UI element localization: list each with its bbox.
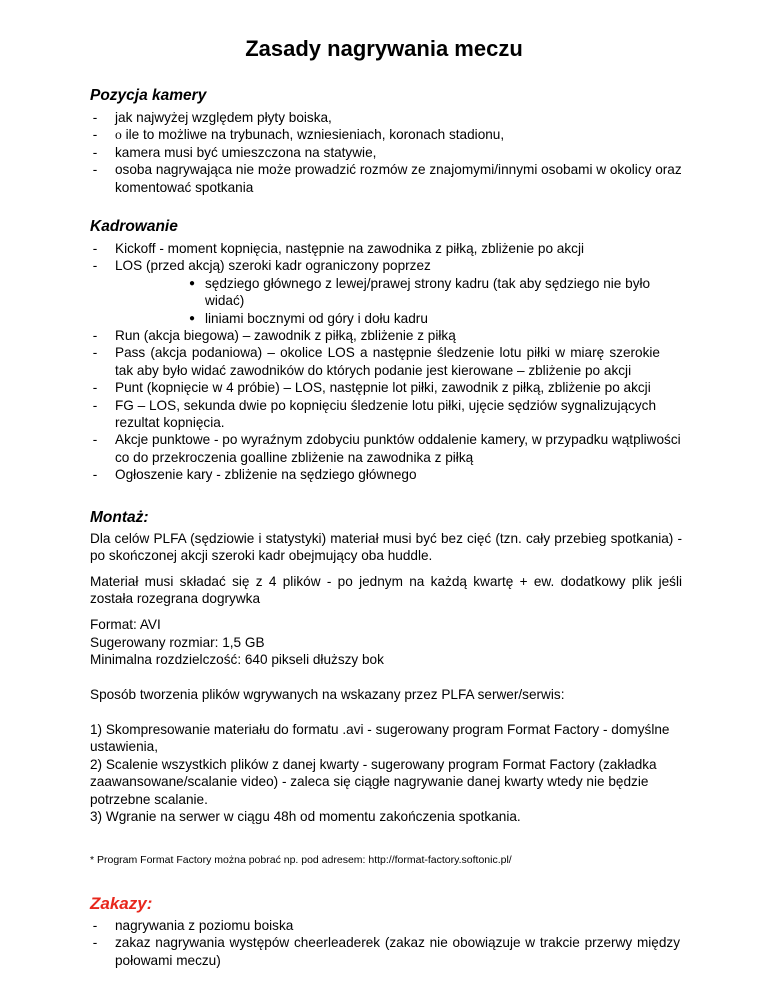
list-item: - Akcje punktowe - po wyraźnym zdobyciu punktów oddalenie kamery, w przypadku wątpliwości co do przekroczenia goalline zbliżenie na zawodnika z piłką (92, 432, 681, 465)
list-item: - FG – LOS, sekunda dwie po kopnięciu śledzenie lotu piłki, ujęcie sędziów sygnalizujących rezultat kopnięcia. (92, 397, 657, 431)
sub-list-item: ● sędziego głównego z lewej/prawej strony kadru (tak aby sędziego nie było widać) (189, 275, 651, 309)
step-3: 3) Wgranie na serwer w ciągu 48h od momentu zakończenia spotkania. (90, 809, 521, 824)
section-heading-bans: Zakazy: (90, 894, 153, 913)
list-item: - zakaz nagrywania występów cheerleaderek (zakaz nie obowiązuje w trakcie przerwy między połowami meczu) (92, 935, 680, 968)
bans-list (90, 917, 690, 969)
editing-paragraph: Dla celów PLFA (sędziowie i statystyki) materiał musi być bez cięć (tzn. cały przebieg spotkania) - po skończonej akcji szeroki kadr obejmujący oba huddle. (90, 531, 682, 564)
framing-list (90, 240, 690, 484)
list-item: - Pass (akcja podaniowa) – okolice LOS a następnie śledzenie lotu piłki w miarę szerokie tak aby było widać zawodników do których podanie jest kierowane – zbliżenie po akcji (92, 345, 660, 378)
list-item: - Kickoff - moment kopnięcia, następnie na zawodnika z piłką, zbliżenie po akcji (92, 241, 584, 256)
list-item: - kamera musi być umieszczona na statywie, (92, 144, 377, 160)
sub-list-item: ● liniami bocznymi od góry i dołu kadru (189, 310, 428, 326)
list-item: - osoba nagrywająca nie może prowadzić rozmów ze znajomymi/innymi osobami w okolicy oraz komentować spotkania (92, 162, 682, 195)
list-item: - nagrywania z poziomu boiska (92, 918, 294, 933)
footnote: * Program Format Factory można pobrać np. pod adresem: http://format-factory.softonic.pl/ (90, 854, 512, 866)
list-item: - Ogłoszenie kary - zbliżenie na sędziego głównego (92, 467, 417, 483)
section-heading-framing: Kadrowanie (90, 218, 178, 235)
section-heading-editing: Montaż: (90, 509, 149, 526)
page-title: Zasady nagrywania meczu (245, 36, 523, 61)
list-item: - Run (akcja biegowa) – zawodnik z piłką, zbliżenie z piłką (92, 328, 456, 344)
step-2: 2) Scalenie wszystkich plików z danej kwarty - sugerowany program Format Factory (zakładka zaawansowane/scalanie video) - zaleca się ciągłe nagrywanie danej kwarty wtedy nie będzie potrzebne scalanie. (90, 757, 657, 807)
step-1: 1) Skompresowanie materiału do formatu .avi - sugerowany program Format Factory - domyślne ustawienia, (90, 722, 670, 755)
list-item: - LOS (przed akcją) szeroki kadr ograniczony poprzez (92, 258, 431, 274)
list-item: - jak najwyżej względem płyty boiska, (92, 110, 332, 125)
list-item: - o ile to możliwe na trybunach, wzniesieniach, koronach stadionu, (92, 127, 505, 143)
format-line: Format: AVI (90, 617, 161, 632)
section-heading-camera: Pozycja kamery (90, 87, 207, 104)
list-item: - Punt (kopnięcie w 4 próbie) – LOS, następnie lot piłki, zawodnik z piłką, zbliżenie po akcji (92, 380, 651, 396)
list-marker: o (115, 127, 122, 143)
camera-list (90, 109, 690, 196)
resolution-line: Minimalna rozdzielczość: 640 pikseli dłuższy bok (90, 652, 384, 667)
editing-paragraph: Materiał musi składać się z 4 plików - po jednym na każdą kwartę + ew. dodatkowy plik jeśli została rozegrana dogrywka (90, 574, 682, 607)
upload-intro: Sposób tworzenia plików wgrywanych na wskazany przez PLFA serwer/serwis: (90, 687, 565, 702)
size-line: Sugerowany rozmiar: 1,5 GB (90, 635, 265, 650)
